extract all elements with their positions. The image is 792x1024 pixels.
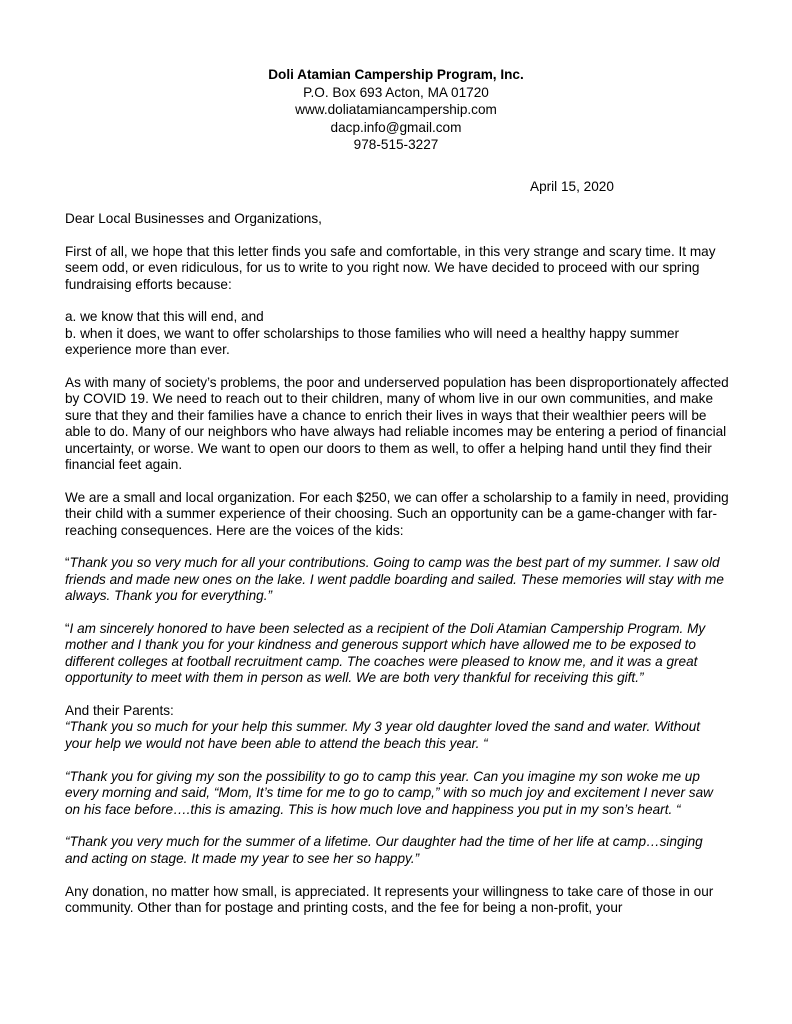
donation-paragraph: Any donation, no matter how small, is appreciated. It represents your willingness to take care of those in our community. Other than for postage and printing costs, and the fee for being a non-profit, your (65, 883, 714, 915)
mailing-address: P.O. Box 693 Acton, MA 01720 (303, 84, 489, 100)
about-paragraph: We are a small and local organization. For each $250, we can offer a scholarship to a family in need, providing their child with a summer experience of their choosing. Such an opportunity can be a game-changer with far-reaching consequences. Here are the voices of the kids: (65, 489, 729, 538)
kid-quote-1-open-mark: “ (65, 555, 70, 571)
kid-quote-1-text: Thank you so very much for all your contributions. Going to camp was the best part of my summer. I saw old friends and made new ones on the lake. I went paddle boarding and sailed. These memories will stay with me always. Thank you for everything.” (65, 555, 724, 604)
parent-quote-1: “Thank you so much for your help this summer. My 3 year old daughter loved the sand and water. Without your help we would not have been able to attend the beach this year. “ (65, 719, 701, 751)
covid-paragraph: As with many of society’s problems, the poor and underserved population has been disproportionately affected by COVID 19. We need to reach out to their children, many of whom live in our own communities, and make sure that they and their families have a chance to enrich their lives in ways that their wealthier peers will be able to do. Many of our neighbors who have always had reliable incomes may be entering a period of financial uncertainty, or worse. We want to open our doors to them as well, to offer a helping hand until they find their financial feet again. (65, 375, 729, 473)
parent-quote-3: “Thank you very much for the summer of a lifetime. Our daughter had the time of her life at camp…singing and acting on stage. It made my year to see her so happy.” (65, 834, 703, 866)
letter-date: April 15, 2020 (530, 179, 614, 194)
letter-body (65, 211, 729, 933)
reason-b: b. when it does, we want to offer scholarships to those families who will need a healthy happy summer experience more than ever. (65, 325, 680, 358)
email-address: dacp.info@gmail.com (330, 119, 462, 135)
parents-heading: And their Parents: (65, 703, 174, 719)
website: www.doliatamiancampership.com (295, 102, 497, 117)
parents-section (65, 703, 729, 752)
kid-quote-2-text: I am sincerely honored to have been selected as a recipient of the Doli Atamian Campership Program. My mother and I thank you for your kindness and generous support which have allowed me to be exposed to different colleges at football recruitment camp. The coaches were pleased to know me, and it was a great opportunity to meet with them in person as well. We are both very thankful for receiving this gift.” (65, 621, 706, 686)
reason-a: a. we know that this will end, and (65, 309, 264, 325)
letterhead (0, 66, 792, 154)
kid-quote-2-open-mark: “ (65, 621, 70, 637)
kid-quote-1 (65, 555, 729, 604)
kid-quote-2 (65, 621, 729, 687)
reasons-list (65, 309, 729, 358)
intro-paragraph: First of all, we hope that this letter finds you safe and comfortable, in this very strange and scary time. It may seem odd, or even ridiculous, for us to write to you right now. We have decided to proceed with our spring fundraising efforts because: (65, 243, 716, 292)
parent-quote-2: “Thank you for giving my son the possibility to go to camp this year. Can you imagine my son woke me up every morning and said, “Mom, It’s time for me to go to camp,” with so much joy and excitement I never saw on his face before….this is amazing. This is how much love and happiness you put in my son’s heart. “ (65, 768, 713, 817)
phone-number: 978-515-3227 (353, 137, 439, 152)
salutation: Dear Local Businesses and Organizations, (65, 211, 322, 226)
organization-name: Doli Atamian Campership Program, Inc. (268, 67, 524, 82)
